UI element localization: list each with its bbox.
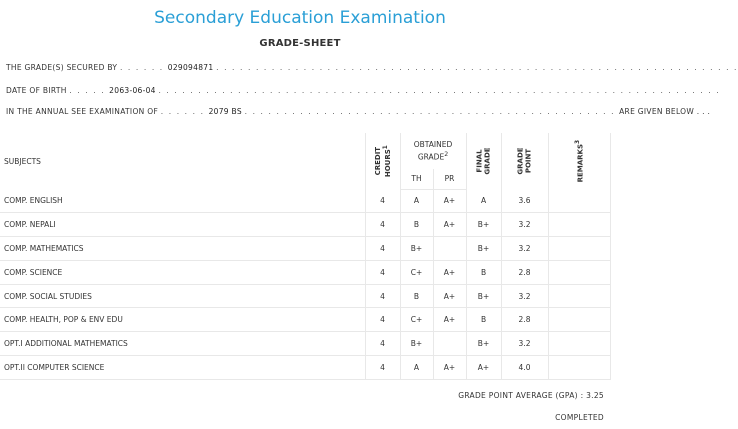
subject-cell: COMP. ENGLISH xyxy=(0,189,365,213)
credit-cell: 4 xyxy=(365,260,400,284)
exam-suffix: ARE GIVEN BELOW . . . xyxy=(619,107,711,116)
dob-line: DATE OF BIRTH . . . . . 2063-06-04 . . . . . . . . . . . . . . . . . . . . . . . . . . . . . . . . . . . . . . . . . . . . . . . . . . . . . . . . . . . . . . . . . . . . . . . xyxy=(6,86,721,95)
grade-sheet-subtitle: GRADE-SHEET xyxy=(259,38,341,49)
subject-cell: OPT.II COMPUTER SCIENCE xyxy=(0,356,365,380)
gp-cell: 3.6 xyxy=(501,189,548,213)
th-cell: A xyxy=(400,356,433,380)
th-cell: B xyxy=(400,284,433,308)
result-status: COMPLETED xyxy=(555,413,604,422)
subject-cell: COMP. MATHEMATICS xyxy=(0,237,365,261)
secured-by-label: THE GRADE(S) SECURED BY xyxy=(6,63,118,72)
subject-cell: OPT.I ADDITIONAL MATHEMATICS xyxy=(0,332,365,356)
th-cell: C+ xyxy=(400,308,433,332)
subject-cell: COMP. NEPALI xyxy=(0,213,365,237)
gp-cell: 3.2 xyxy=(501,237,548,261)
table-row xyxy=(0,213,610,237)
credit-cell: 4 xyxy=(365,332,400,356)
credit-cell: 4 xyxy=(365,213,400,237)
th-cell: A xyxy=(400,189,433,213)
gpa-value: 3.25 xyxy=(586,391,604,400)
final-cell: B+ xyxy=(466,284,501,308)
subject-cell: COMP. HEALTH, POP & ENV EDU xyxy=(0,308,365,332)
pr-cell: A+ xyxy=(433,356,466,380)
secured-by-line: THE GRADE(S) SECURED BY . . . . . . 029094871 . . . . . . . . . . . . . . . . . . . . . . . . . . . . . . . . . . . . . . . . . . . . . . . . . . . . . . . . . . . . . . . . . . xyxy=(6,63,738,72)
credit-cell: 4 xyxy=(365,308,400,332)
subject-cell: COMP. SCIENCE xyxy=(0,260,365,284)
th-cell: B+ xyxy=(400,237,433,261)
th-cell: B+ xyxy=(400,332,433,356)
subject-cell: COMP. SOCIAL STUDIES xyxy=(0,284,365,308)
remarks-cell xyxy=(548,308,610,332)
gp-cell: 2.8 xyxy=(501,308,548,332)
obtained-grade-header: OBTAINED GRADE$^2$ xyxy=(400,133,466,169)
page-title: Secondary Education Examination xyxy=(154,8,446,28)
pr-cell: A+ xyxy=(433,284,466,308)
pr-cell: A+ xyxy=(433,189,466,213)
final-cell: B+ xyxy=(466,332,501,356)
secured-by-value: 029094871 xyxy=(167,63,214,72)
credit-cell: 4 xyxy=(365,284,400,308)
exam-line: IN THE ANNUAL SEE EXAMINATION OF . . . . . . 2079 BS . . . . . . . . . . . . . . . . . . . . . . . . . . . . . . . . . . . . . . . . . . . . . . . ARE GIVEN BELOW . . . xyxy=(6,107,711,116)
dob-value: 2063-06-04 xyxy=(109,86,156,95)
pr-cell xyxy=(433,237,466,261)
final-cell: B+ xyxy=(466,237,501,261)
final-grade-header: FINAL GRADE xyxy=(466,133,501,189)
th-header: TH xyxy=(400,169,433,189)
final-cell: B+ xyxy=(466,213,501,237)
pr-cell: A+ xyxy=(433,213,466,237)
remarks-header: REMARKS$^3$ xyxy=(548,133,610,189)
table-row xyxy=(0,189,610,213)
gp-cell: 3.2 xyxy=(501,332,548,356)
credit-cell: 4 xyxy=(365,356,400,380)
table-row xyxy=(0,237,610,261)
pr-cell: A+ xyxy=(433,260,466,284)
remarks-cell xyxy=(548,237,610,261)
final-cell: B xyxy=(466,308,501,332)
gp-cell: 3.2 xyxy=(501,213,548,237)
table-row xyxy=(0,308,610,332)
gpa-label: GRADE POINT AVERAGE (GPA) : xyxy=(458,391,584,400)
gp-cell: 2.8 xyxy=(501,260,548,284)
th-cell: C+ xyxy=(400,260,433,284)
credit-hours-header: CREDIT HOURS$^1$ xyxy=(365,133,400,189)
table-row xyxy=(0,284,610,308)
remarks-cell xyxy=(548,284,610,308)
credit-cell: 4 xyxy=(365,237,400,261)
exam-label: IN THE ANNUAL SEE EXAMINATION OF xyxy=(6,107,159,116)
remarks-cell xyxy=(548,213,610,237)
remarks-cell xyxy=(548,260,610,284)
table-row xyxy=(0,356,610,380)
gpa-line xyxy=(458,391,604,400)
final-cell: B xyxy=(466,260,501,284)
gp-cell: 3.2 xyxy=(501,284,548,308)
pr-cell: A+ xyxy=(433,308,466,332)
remarks-cell xyxy=(548,356,610,380)
final-cell: A+ xyxy=(466,356,501,380)
grade-point-header: GRADE POINT xyxy=(501,133,548,189)
th-cell: B xyxy=(400,213,433,237)
grade-table xyxy=(0,133,611,380)
exam-value: 2079 BS xyxy=(208,107,242,116)
credit-cell: 4 xyxy=(365,189,400,213)
gp-cell: 4.0 xyxy=(501,356,548,380)
pr-header: PR xyxy=(433,169,466,189)
table-row xyxy=(0,260,610,284)
remarks-cell xyxy=(548,189,610,213)
pr-cell xyxy=(433,332,466,356)
dob-label: DATE OF BIRTH xyxy=(6,86,67,95)
table-row xyxy=(0,332,610,356)
final-cell: A xyxy=(466,189,501,213)
subjects-header: SUBJECTS xyxy=(0,133,365,189)
remarks-cell xyxy=(548,332,610,356)
